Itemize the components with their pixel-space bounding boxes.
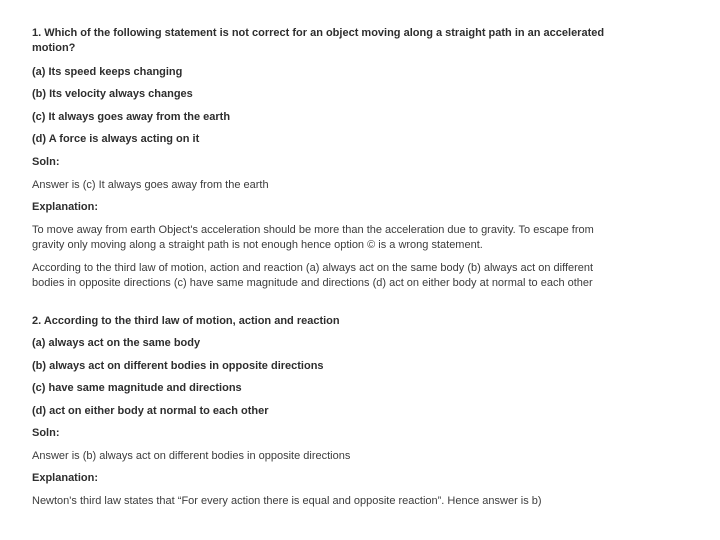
q1-explanation-label: Explanation:	[32, 201, 99, 213]
question-2-text: 2. According to the third law of motion, action and reaction	[32, 315, 340, 327]
q2-soln-label: Soln:	[32, 427, 60, 439]
q2-answer: Answer is (b) always act on different bodies in opposite directions	[32, 450, 351, 462]
q1-option-b: (b) Its velocity always changes	[32, 88, 193, 100]
q2-option-a: (a) always act on the same body	[32, 337, 201, 349]
q1-option-d: (d) A force is always acting on it	[32, 133, 200, 145]
q2-explanation-label: Explanation:	[32, 472, 99, 484]
q1-answer: Answer is (c) It always goes away from the earth	[32, 179, 269, 191]
q1-explanation-text: To move away from earth Object's acceleration should be more than the acceleration due to gravity. To escape from gravity only moving along a straight path is not enough hence option © is a wrong statement.	[32, 224, 594, 251]
q2-option-c: (c) have same magnitude and directions	[32, 382, 242, 394]
q2-option-d: (d) act on either body at normal to each other	[32, 405, 269, 417]
q1-soln-label: Soln:	[32, 156, 60, 168]
q2-option-b: (b) always act on different bodies in opposite directions	[32, 360, 324, 372]
q1-option-a: (a) Its speed keeps changing	[32, 66, 183, 78]
q2-explanation-text: Newton's third law states that “For every action there is equal and opposite reaction”. Hence answer is b)	[32, 495, 542, 507]
q1-extra-text: According to the third law of motion, action and reaction (a) always act on the same body (b) always act on different bodies in opposite directions (c) have same magnitude and directions (d) act on either body at normal to each other	[32, 262, 594, 289]
question-1-text: 1. Which of the following statement is not correct for an object moving along a straight path in an accelerated motion?	[32, 27, 605, 54]
q1-option-c: (c) It always goes away from the earth	[32, 111, 231, 123]
